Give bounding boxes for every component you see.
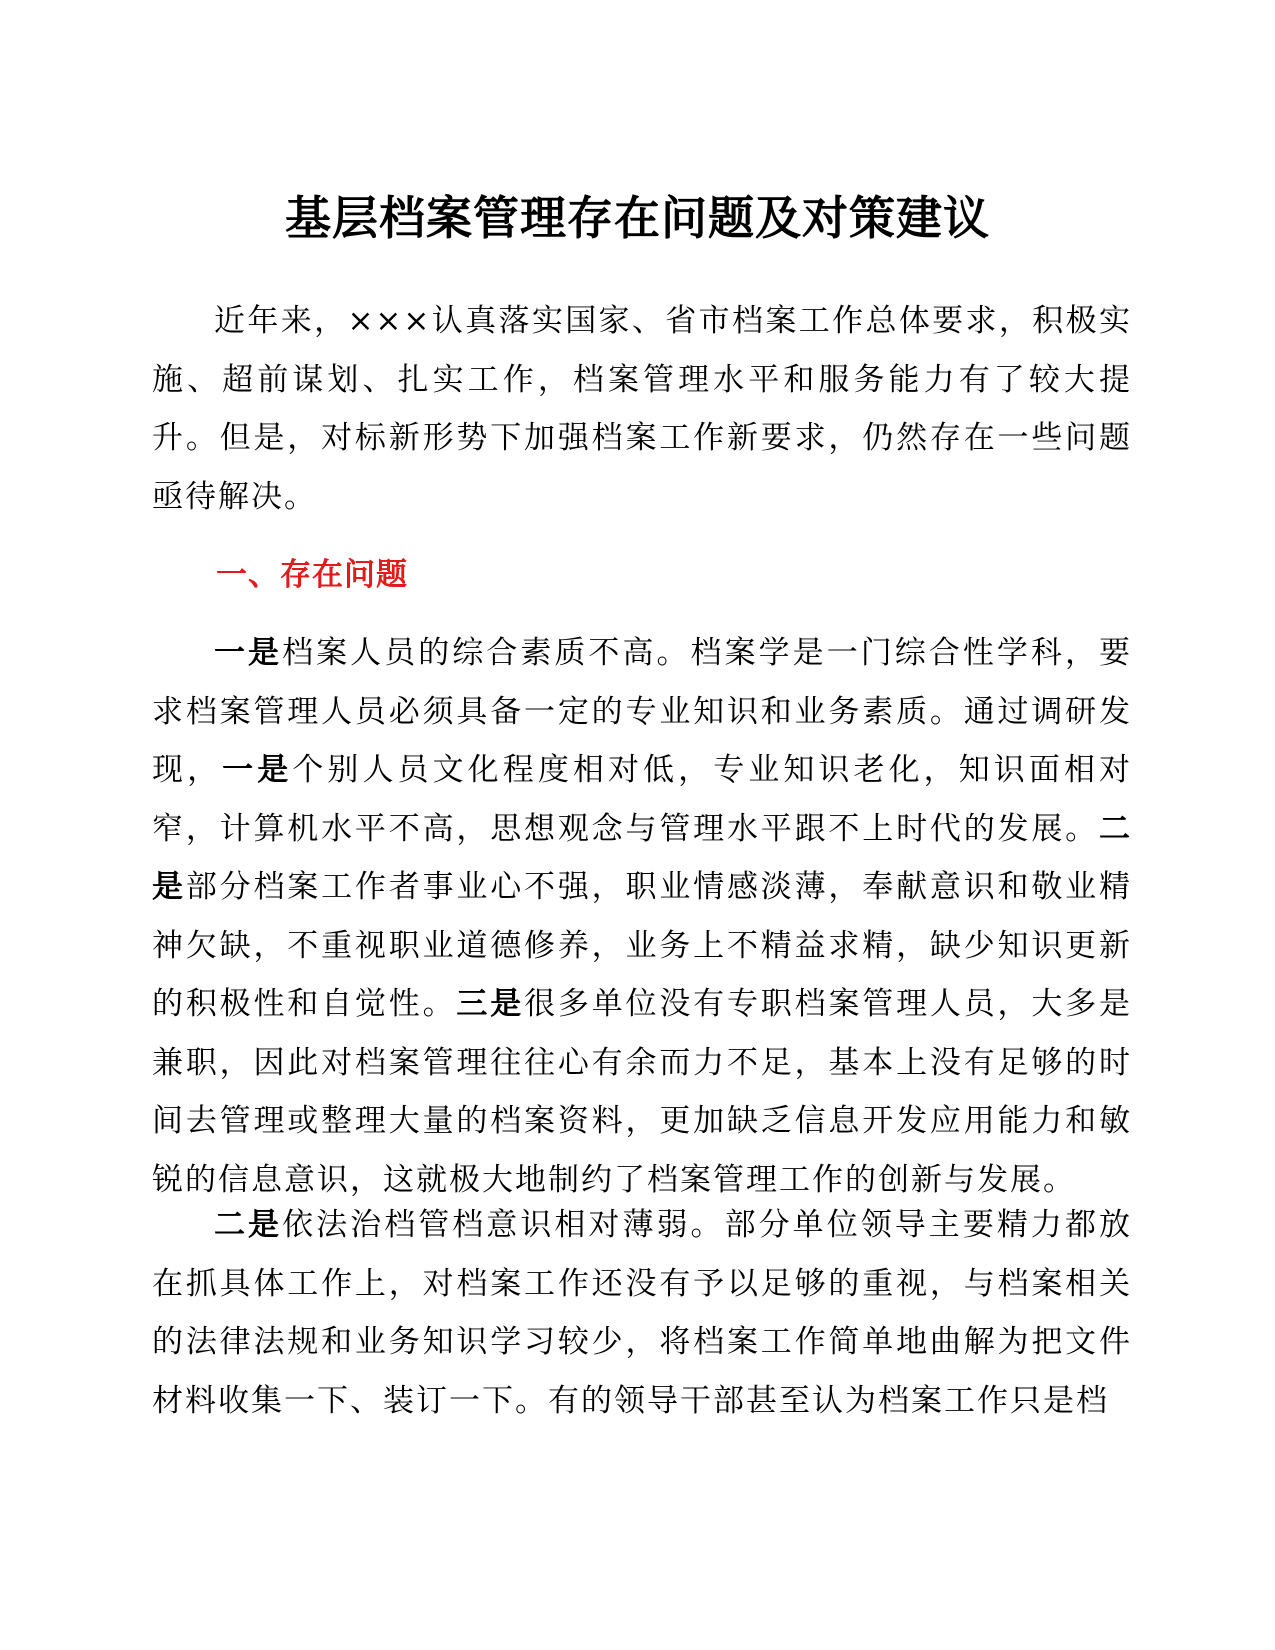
point-one-text: 个别人员文化程度相对低，专业知识老化，知识面相对窄，计算机水平不高，思想观念与管理水平跟不上时代的发展。 — [152, 752, 1133, 847]
problem-one-paragraph — [152, 624, 1132, 1209]
intro-paragraph: 近年来，×××认真落实国家、省市档案工作总体要求，积极实施、超前谋划、扎实工作，档案管理水平和服务能力有了较大提升。但是，对标新形势下加强档案工作新要求，仍然存在一些问题亟待解决。 — [152, 303, 1132, 515]
problem-two-paragraph — [152, 1196, 1132, 1432]
point-two-text: 部分档案工作者事业心不强，职业情感淡薄，奉献意识和敬业精神欠缺，不重视职业道德修养，业务上不精益求精，缺少知识更新的积极性和自觉性。 — [152, 869, 1133, 1022]
point-one-label: 一是 — [222, 752, 293, 788]
problem-one-text: 档案人员的综合素质不高。档案学是一门综合性学科，要求档案管理人员必须具备一定的专业知识和业务素质。通过调研发现， — [152, 635, 1132, 788]
point-three-text: 很多单位没有专职档案管理人员，大多是兼职，因此对档案管理往往心有余而力不足，基本上没有足够的时间去管理或整理大量的档案资料，更加缺乏信息开发应用能力和敏锐的信息意识，这就极大地制约了档案管理工作的创新与发展。 — [152, 986, 1133, 1198]
point-two-label: 二是 — [152, 810, 1132, 905]
problem-one-lead: 一是 — [214, 635, 283, 671]
problem-two-text: 依法治档管档意识相对薄弱。部分单位领导主要精力都放在抓具体工作上，对档案工作还没有予以足够的重视，与档案相关的法律法规和业务知识学习较少，将档案工作简单地曲解为把文件材料收集一下、装订一下。有的领导干部甚至认为档案工作只是档 — [152, 1207, 1132, 1419]
document-title: 基层档案管理存在问题及对策建议 — [285, 191, 990, 245]
point-three-label: 三是 — [456, 986, 525, 1022]
section-heading-problems: 一、存在问题 — [216, 557, 408, 593]
problem-two-lead: 二是 — [214, 1207, 283, 1243]
